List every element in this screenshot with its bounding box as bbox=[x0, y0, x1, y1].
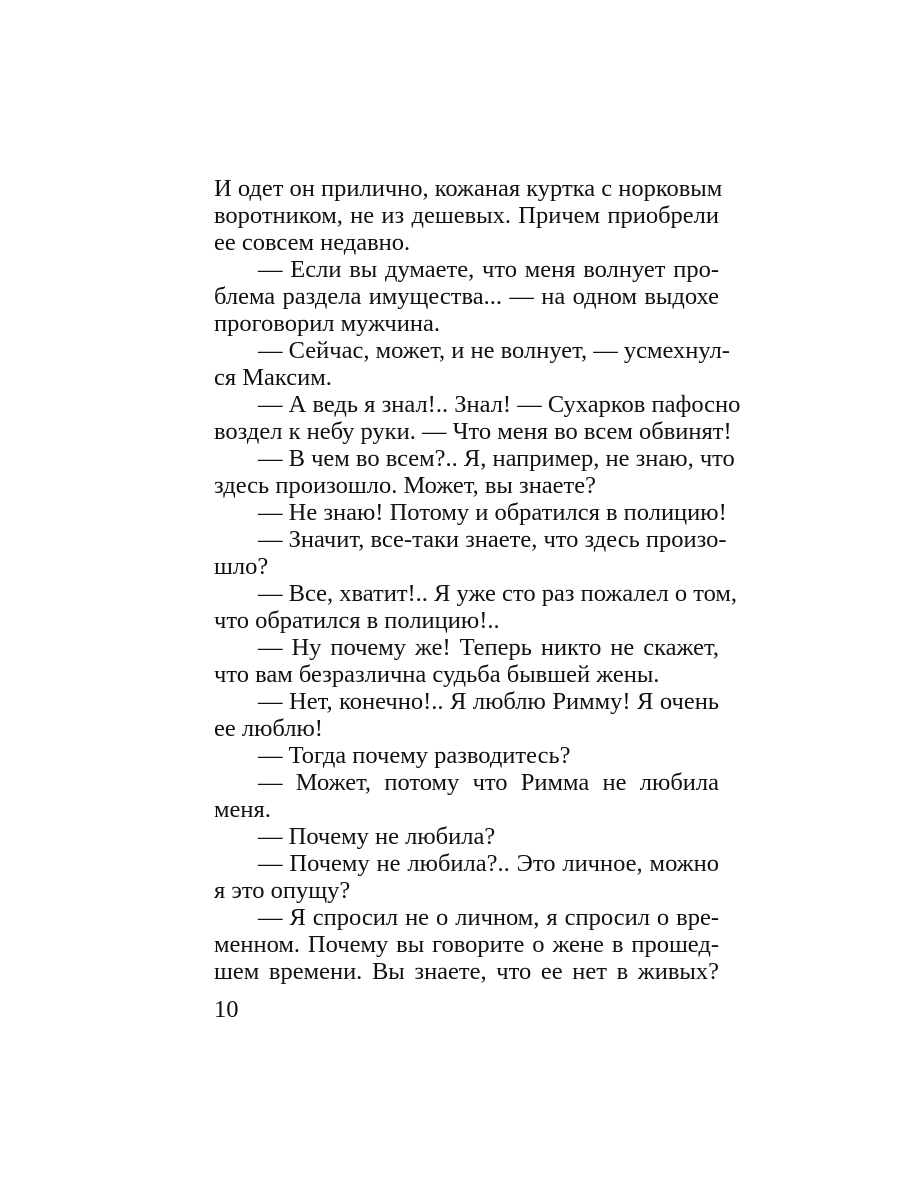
text-line: ся Максим. bbox=[214, 364, 332, 391]
text-line: — Все, хватит!.. Я уже сто раз пожалел о том, bbox=[258, 580, 738, 607]
text-line: меня. bbox=[214, 796, 271, 823]
text-line: — Может, потому что Римма не любила bbox=[258, 769, 719, 796]
text-line: здесь произошло. Может, вы знаете? bbox=[214, 472, 597, 499]
text-line: — Если вы думаете, что меня волнует про- bbox=[258, 256, 719, 283]
text-line: что вам безразлична судьба бывшей жены. bbox=[214, 661, 660, 688]
text-line: я это опущу? bbox=[214, 877, 351, 904]
text-line: воротником, не из дешевых. Причем приобрели bbox=[214, 202, 719, 229]
page-body-text bbox=[214, 175, 741, 985]
text-line: воздел к небу руки. — Что меня во всем обвинят! bbox=[214, 418, 732, 445]
text-line: проговорил мужчина. bbox=[214, 310, 440, 337]
text-line: — Почему не любила?.. Это личное, можно bbox=[258, 850, 719, 877]
text-line: — В чем во всем?.. Я, например, не знаю, что bbox=[258, 445, 735, 472]
text-line: — Нет, конечно!.. Я люблю Римму! Я очень bbox=[258, 688, 719, 715]
text-line: — Не знаю! Потому и обратился в полицию! bbox=[258, 499, 727, 526]
text-line: — А ведь я знал!.. Знал! — Сухарков пафосно bbox=[258, 391, 741, 418]
text-line: — Я спросил не о личном, я спросил о вре- bbox=[258, 904, 719, 931]
text-line: что обратился в полицию!.. bbox=[214, 607, 500, 634]
text-line: шло? bbox=[214, 553, 269, 580]
text-line: — Ну почему же! Теперь никто не скажет, bbox=[258, 634, 719, 661]
text-line: — Значит, все-таки знаете, что здесь произо- bbox=[258, 526, 727, 553]
page-number: 10 bbox=[214, 996, 239, 1023]
text-line: ее совсем недавно. bbox=[214, 229, 411, 256]
text-line: менном. Почему вы говорите о жене в прошед- bbox=[214, 931, 719, 958]
text-line: — Тогда почему разводитесь? bbox=[258, 742, 571, 769]
text-line: — Почему не любила? bbox=[258, 823, 496, 850]
text-line: шем времени. Вы знаете, что ее нет в живых? bbox=[214, 958, 719, 985]
text-line: ее люблю! bbox=[214, 715, 323, 742]
text-line: — Сейчас, может, и не волнует, — усмехнул- bbox=[258, 337, 730, 364]
text-line: И одет он прилично, кожаная куртка с норковым bbox=[214, 175, 723, 202]
text-line: блема раздела имущества... — на одном выдохе bbox=[214, 283, 719, 310]
